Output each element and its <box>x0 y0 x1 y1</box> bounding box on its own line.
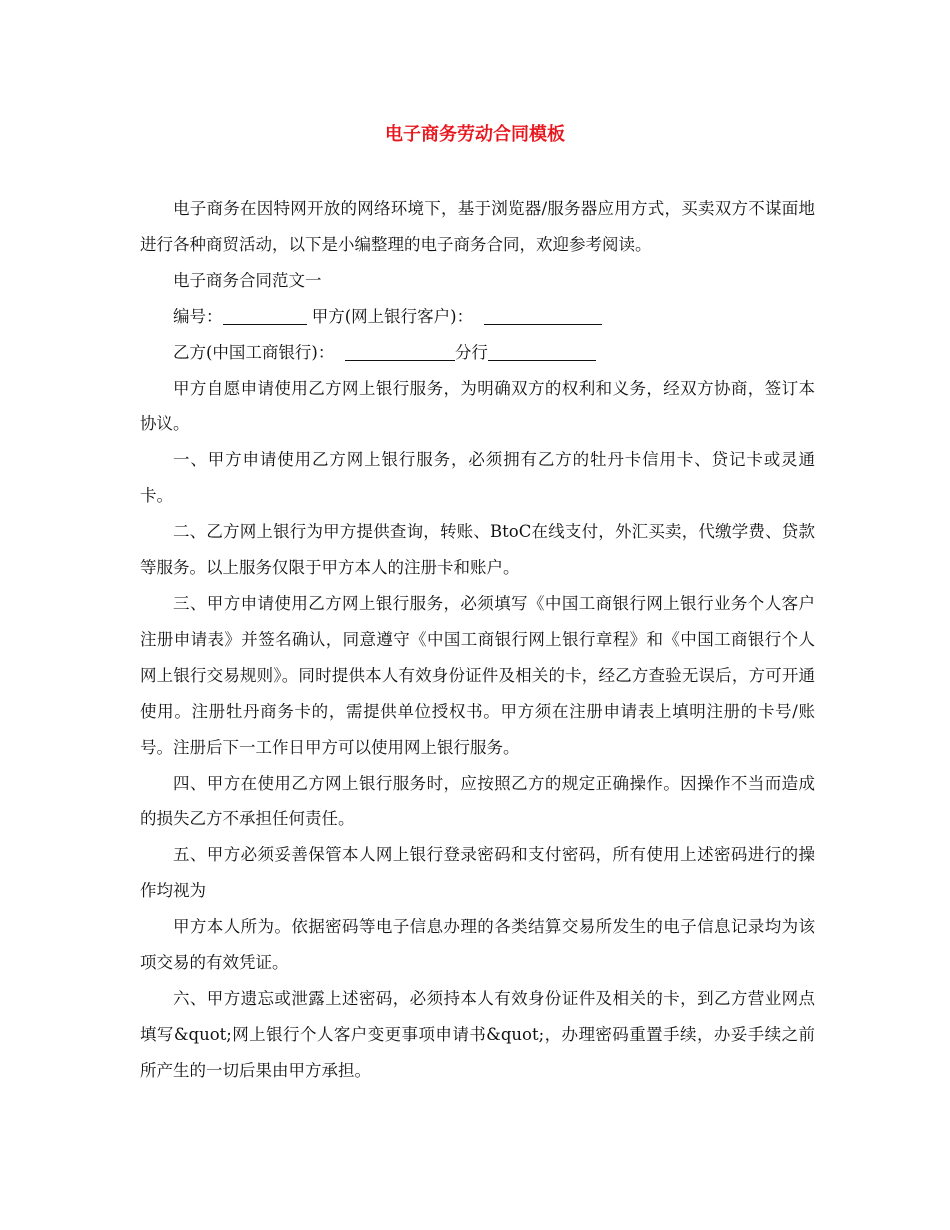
field-number-label: 编号： <box>173 306 223 326</box>
field-row-party-b <box>140 335 815 371</box>
field-party-b-label: 乙方(中国工商银行)： <box>173 342 335 362</box>
document-body <box>140 191 815 1089</box>
clause-paragraph: 三、甲方申请使用乙方网上银行服务，必须填写《中国工商银行网上银行业务个人客户注册申请表》并签名确认，同意遵守《中国工商银行网上银行章程》和《中国工商银行个人网上银行交易规则》。同时提供本人有效身份证件及相关的卡，经乙方查验无误后，方可开通使用。注册牡丹商务卡的，需提供单位授权书。甲方须在注册申请表上填明注册的卡号/账号。注册后下一工作日甲方可以使用网上银行服务。 <box>140 593 815 757</box>
clause-paragraph: 六、甲方遗忘或泄露上述密码，必须持本人有效身份证件及相关的卡，到乙方营业网点填写&quot;网上银行个人客户变更事项申请书&quot;，办理密码重置手续，办妥手续之前所产生的一切后果由甲方承担。 <box>140 988 815 1080</box>
party-b-blank <box>345 343 455 361</box>
sample-heading: 电子商务合同范文一 <box>173 270 322 290</box>
field-branch-label: 分行 <box>454 342 488 362</box>
clause-paragraph: 五、甲方必须妥善保管本人网上银行登录密码和支付密码，所有使用上述密码进行的操作均视为 <box>140 845 815 901</box>
clause-paragraph: 四、甲方在使用乙方网上银行服务时，应按照乙方的规定正确操作。因操作不当而造成的损失乙方不承担任何责任。 <box>140 773 815 829</box>
preamble-paragraph: 甲方自愿申请使用乙方网上银行服务，为明确双方的权利和义务，经双方协商，签订本协议。 <box>140 378 815 434</box>
clause-paragraph: 一、甲方申请使用乙方网上银行服务，必须拥有乙方的牡丹卡信用卡、贷记卡或灵通卡。 <box>140 450 815 506</box>
branch-blank <box>488 343 596 361</box>
document-title: 电子商务劳动合同模板 <box>385 124 565 145</box>
party-a-blank <box>484 307 602 325</box>
clause-paragraph: 二、乙方网上银行为甲方提供查询，转账、BtoC在线支付，外汇买卖，代缴学费、贷款等服务。以上服务仅限于甲方本人的注册卡和账户。 <box>140 522 815 578</box>
field-party-a-label: 甲方(网上银行客户)： <box>311 306 474 326</box>
number-blank <box>223 307 307 325</box>
field-row-number <box>140 299 815 335</box>
intro-paragraph: 电子商务在因特网开放的网络环境下，基于浏览器/服务器应用方式，买卖双方不谋面地进行各种商贸活动，以下是小编整理的电子商务合同，欢迎参考阅读。 <box>140 199 815 254</box>
clause-paragraph: 甲方本人所为。依据密码等电子信息办理的各类结算交易所发生的电子信息记录均为该项交易的有效凭证。 <box>140 917 815 973</box>
